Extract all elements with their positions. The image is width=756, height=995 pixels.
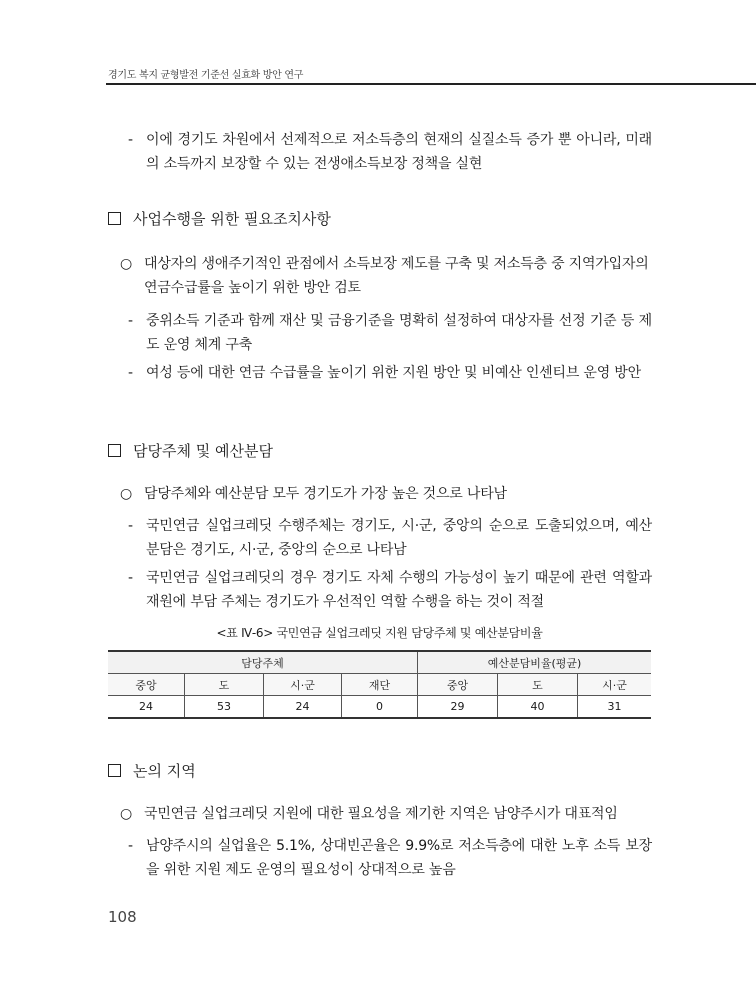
dash-marker: - — [128, 365, 133, 381]
table-cell: 24 — [108, 696, 185, 719]
circle-marker-icon: ○ — [120, 486, 133, 502]
section-1-dash-1-text: 중위소득 기준과 함께 재산 및 금융기준을 명확히 설정하여 대상자를 선정 기준 등 제도 운영 체계 구축 — [146, 313, 652, 353]
column-header: 도 — [185, 674, 264, 696]
circle-marker-icon: ○ — [120, 256, 133, 272]
group-header-responsible: 담당주체 — [108, 651, 418, 674]
section-2-dash-1-text: 국민연금 실업크레딧 수행주체는 경기도, 시·군, 중앙의 순으로 도출되었으며, 예산 분담은 경기도, 시·군, 중앙의 순으로 나타남 — [146, 518, 652, 558]
section-2-dash-2 — [128, 566, 652, 614]
checkbox-square-icon — [108, 444, 121, 457]
table-row — [108, 696, 651, 719]
dash-marker: - — [128, 570, 133, 586]
page-number: 108 — [108, 908, 137, 926]
section-1-circle-item — [120, 252, 652, 300]
intro-dash-item — [128, 128, 652, 176]
section-2-circle-text: 담당주체와 예산분담 모두 경기도가 가장 높은 것으로 나타남 — [144, 486, 507, 502]
section-1-dash-1 — [128, 309, 652, 357]
section-1-dash-2-text: 여성 등에 대한 연금 수급률을 높이기 위한 지원 방안 및 비예산 인센티브 운영 방안 — [146, 365, 641, 381]
section-title-2: 담당주체 및 예산분담 — [133, 442, 273, 460]
table-caption: <표 Ⅳ-6> 국민연금 실업크레딧 지원 담당주체 및 예산분담비율 — [216, 626, 543, 640]
section-3-dash-1 — [128, 834, 652, 882]
section-1-dash-2 — [128, 361, 652, 385]
dash-marker: - — [128, 132, 133, 148]
section-heading-2 — [108, 439, 273, 463]
section-2-dash-2-text: 국민연금 실업크레딧의 경우 경기도 자체 수행의 가능성이 높기 때문에 관련 역할과 재원에 부담 주체는 경기도가 우선적인 역할 수행을 하는 것이 적절 — [146, 570, 652, 610]
section-2-dash-1 — [128, 514, 652, 562]
group-header-budget-share: 예산분담비율(평균) — [418, 651, 652, 674]
section-2-circle-item — [120, 482, 652, 506]
section-heading-1 — [108, 207, 331, 231]
table-cell: 0 — [342, 696, 418, 719]
section-3-dash-1-text: 남양주시의 실업율은 5.1%, 상대빈곤율은 9.9%로 저소득층에 대한 노후 소득 보장을 위한 지원 제도 운영의 필요성이 상대적으로 높음 — [146, 838, 652, 878]
checkbox-square-icon — [108, 212, 121, 225]
circle-marker-icon: ○ — [120, 806, 133, 822]
dash-marker: - — [128, 313, 133, 329]
intro-dash-text: 이에 경기도 차원에서 선제적으로 저소득층의 현재의 실질소득 증가 뿐 아니라, 미래의 소득까지 보장할 수 있는 전생애소득보장 정책을 실현 — [146, 132, 652, 172]
table-column-header-row — [108, 674, 651, 696]
checkbox-square-icon — [108, 764, 121, 777]
running-header: 경기도 복지 균형발전 기준선 실효화 방안 연구 — [108, 70, 304, 81]
section-3-circle-item — [120, 802, 652, 826]
section-title-3: 논의 지역 — [133, 762, 196, 780]
column-header: 시·군 — [578, 674, 652, 696]
section-title-1: 사업수행을 위한 필요조치사항 — [133, 210, 331, 228]
table-cell: 24 — [264, 696, 342, 719]
section-heading-3 — [108, 759, 196, 783]
header-rule — [106, 83, 756, 85]
column-header: 재단 — [342, 674, 418, 696]
section-1-circle-text: 대상자의 생애주기적인 관점에서 소득보장 제도를 구축 및 저소득층 중 지역가입자의 연금수급률을 높이기 위한 방안 검토 — [144, 256, 649, 296]
table-cell: 31 — [578, 696, 652, 719]
column-header: 중앙 — [108, 674, 185, 696]
dash-marker: - — [128, 838, 133, 854]
column-header: 도 — [498, 674, 578, 696]
table-group-header-row — [108, 651, 651, 674]
column-header: 시·군 — [264, 674, 342, 696]
section-3-circle-text: 국민연금 실업크레딧 지원에 대한 필요성을 제기한 지역은 남양주시가 대표적임 — [144, 806, 618, 822]
dash-marker: - — [128, 518, 133, 534]
column-header: 중앙 — [418, 674, 498, 696]
table-cell: 53 — [185, 696, 264, 719]
table-cell: 29 — [418, 696, 498, 719]
budget-table — [108, 650, 651, 719]
table-cell: 40 — [498, 696, 578, 719]
